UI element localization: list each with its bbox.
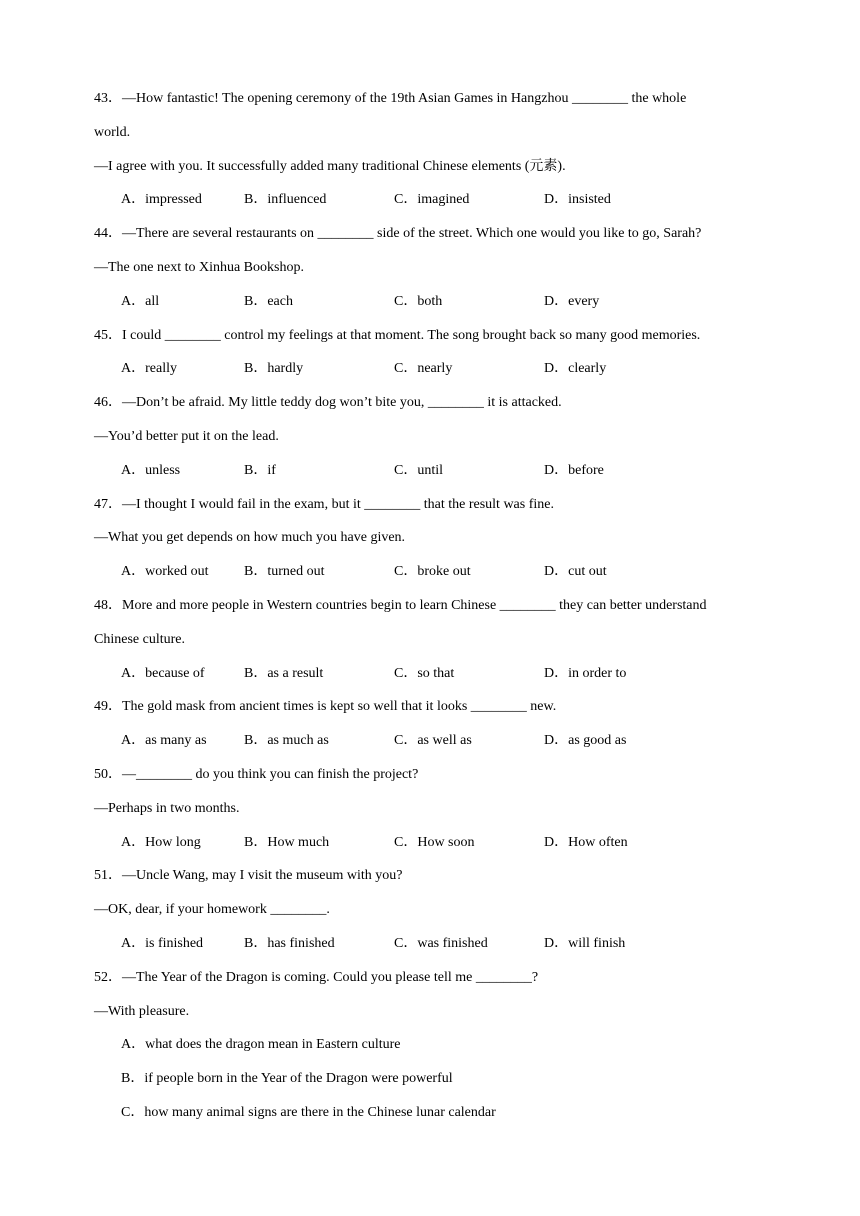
option-c: C．nearly xyxy=(394,361,453,377)
question-text: —Perhaps in two months. xyxy=(94,800,240,816)
option-b: B．turned out xyxy=(244,564,325,580)
option-c: C．both xyxy=(394,293,443,309)
question-text: 49．The gold mask from ancient times is kept so well that it looks ________ new. xyxy=(94,699,557,715)
option-b: B．each xyxy=(244,293,293,309)
option-b: B．hardly xyxy=(244,361,304,377)
question-text: 44．—There are several restaurants on ________ side of the street. Which one would you like to go, Sarah? xyxy=(94,226,702,242)
options-row xyxy=(94,454,774,488)
question-text: —OK, dear, if your homework ________. xyxy=(94,902,330,918)
option-a: A．as many as xyxy=(121,733,207,749)
question-text: 46．—Don’t be afraid. My little teddy dog won’t bite you, ________ it is attacked. xyxy=(94,395,562,411)
option-b: B．if xyxy=(244,462,276,478)
options-row xyxy=(94,183,774,217)
question-44 xyxy=(94,217,774,318)
option-c: C．as well as xyxy=(394,733,472,749)
question-52 xyxy=(94,961,774,1130)
exam-page xyxy=(94,82,774,1130)
option-a: A．what does the dragon mean in Eastern culture xyxy=(121,1037,401,1053)
option-a: A．all xyxy=(121,293,160,309)
option-d: D．before xyxy=(544,462,604,478)
question-49 xyxy=(94,690,774,758)
option-d: D．cut out xyxy=(544,564,607,580)
question-text: 43．—How fantastic! The opening ceremony of the 19th Asian Games in Hangzhou ________ the whole xyxy=(94,91,687,106)
options-row xyxy=(94,826,774,860)
option-b: B．influenced xyxy=(244,192,327,208)
question-50 xyxy=(94,758,774,859)
option-b: B．has finished xyxy=(244,935,335,951)
option-d: D．will finish xyxy=(544,935,626,951)
option-c: C．imagined xyxy=(394,192,470,208)
question-text: 45．I could ________ control my feelings at that moment. The song brought back so many good memories. xyxy=(94,327,701,343)
question-text: 47．—I thought I would fail in the exam, but it ________ that the result was fine. xyxy=(94,496,554,512)
question-45 xyxy=(94,319,774,387)
options-row xyxy=(94,724,774,758)
option-d: D．How often xyxy=(544,834,628,850)
option-c: C．so that xyxy=(394,665,455,681)
question-text: 51．—Uncle Wang, may I visit the museum with you? xyxy=(94,868,403,884)
option-a: A．really xyxy=(121,361,177,377)
option-b: B．as much as xyxy=(244,733,329,749)
option-d: D．as good as xyxy=(544,733,627,749)
option-a: A．worked out xyxy=(121,564,209,580)
option-b: B．How much xyxy=(244,834,330,850)
question-48 xyxy=(94,589,774,690)
question-text: —I agree with you. It successfully added many traditional Chinese elements (元素). xyxy=(94,158,566,174)
option-c: C．how many animal signs are there in the Chinese lunar calendar xyxy=(121,1104,496,1120)
question-text: —You’d better put it on the lead. xyxy=(94,428,279,444)
question-51 xyxy=(94,859,774,960)
option-a: A．How long xyxy=(121,834,201,850)
option-d: D．insisted xyxy=(544,192,611,208)
question-46 xyxy=(94,386,774,487)
question-text: world. xyxy=(94,124,131,140)
option-a: A．because of xyxy=(121,665,205,681)
question-text: —What you get depends on how much you have given. xyxy=(94,530,406,546)
question-text: —With pleasure. xyxy=(94,1003,190,1019)
option-d: D．every xyxy=(544,293,600,309)
option-a: A．is finished xyxy=(121,935,204,951)
question-text: 48．More and more people in Western countries begin to learn Chinese ________ they can better understand xyxy=(94,597,707,613)
option-c: C．until xyxy=(394,462,444,478)
question-text: 50．—________ do you think you can finish the project? xyxy=(94,766,419,782)
question-text: 52．—The Year of the Dragon is coming. Could you please tell me ________? xyxy=(94,969,539,985)
options-row xyxy=(94,352,774,386)
options-row xyxy=(94,285,774,319)
question-43 xyxy=(94,82,774,217)
option-c: C．was finished xyxy=(394,935,488,951)
option-b: B．if people born in the Year of the Dragon were powerful xyxy=(121,1071,453,1087)
option-b: B．as a result xyxy=(244,665,324,681)
option-d: D．in order to xyxy=(544,665,627,681)
options-row xyxy=(94,555,774,589)
question-text: Chinese culture. xyxy=(94,631,185,647)
option-c: C．How soon xyxy=(394,834,475,850)
options-row xyxy=(94,657,774,691)
option-a: A．unless xyxy=(121,462,181,478)
option-c: C．broke out xyxy=(394,564,471,580)
question-47 xyxy=(94,488,774,589)
options-row xyxy=(94,927,774,961)
question-text: —The one next to Xinhua Bookshop. xyxy=(94,259,304,275)
option-d: D．clearly xyxy=(544,361,607,377)
option-a: A．impressed xyxy=(121,192,202,208)
